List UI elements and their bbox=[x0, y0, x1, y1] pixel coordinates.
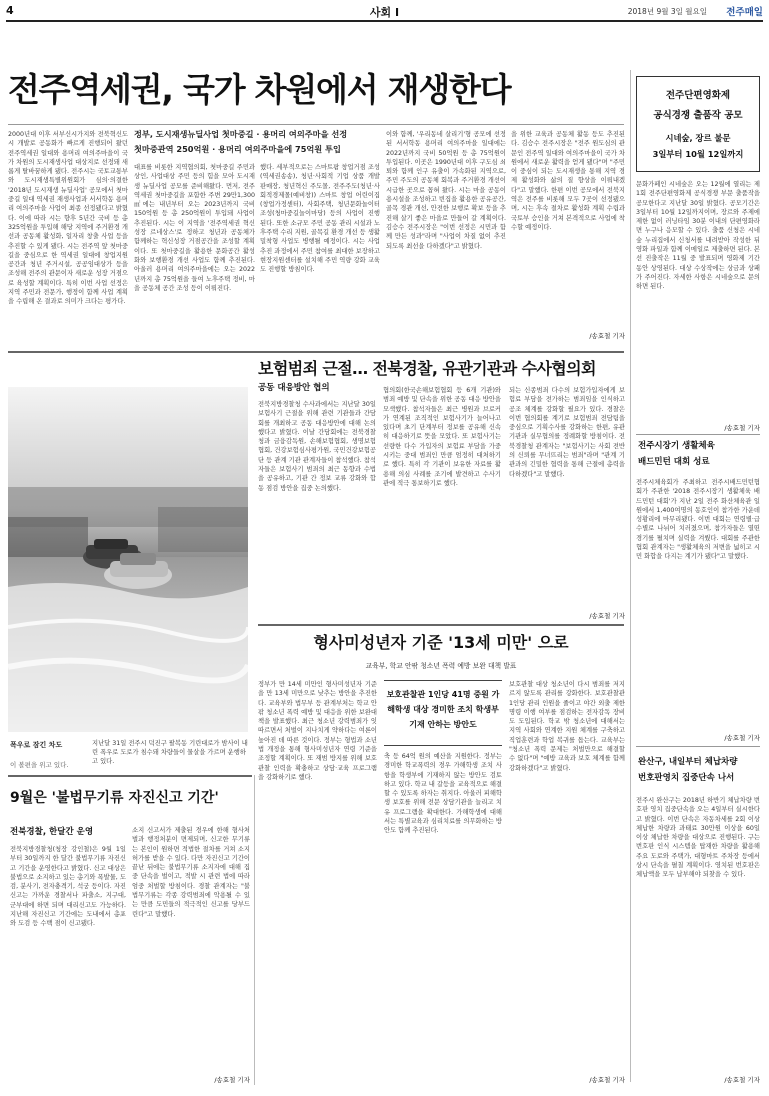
page-number: 4 bbox=[6, 4, 14, 17]
lead-col-4: 이와 함께, '우리동네 살리기'형 공모에 선정된 서서학동 용머리 여의주마을 일대에는 2022년까지 국비 50억원 등 총 75억원이 투입된다. 이곳은 1990년대 이후 구도심 쇠퇴와 함께 인구 유출이 가속화된 지역으로, 주민 주도의 공동체 회복과 주거환경 개선이 시급한 곳으로 꼽혀 왔다. 시는 마을 공동이용시설을 조성하고 빈집을 활용한 공유공간, 골목 경관 개선, 안전한 보행로 확보 등을 추진해 살기 좋은 마을로 만들어 갈 계획이다. 김승수 전주시장은 "이번 선정은 시민과 함께 만든 성과"라며 "사업이 차질 없이 추진되도록 최선을 다하겠다"고 밝혔다. bbox=[386, 131, 506, 250]
notice-period: 3일부터 10월 12일까지 bbox=[652, 149, 744, 159]
lead-headline: 전주역세권, 국가 차원에서 재생한다 bbox=[8, 70, 511, 109]
wansan-title-1: 완산구, 내일부터 체납차량 bbox=[638, 757, 738, 767]
notice-box bbox=[636, 76, 760, 172]
crime-subhead: 공동 대응방안 협의 bbox=[258, 383, 330, 393]
juvenile-pull-quote: 보호관찰관 1인당 41명 중원 가해학생 대상 경미한 조치 학생부 기재 안하는 방안도 bbox=[386, 690, 500, 729]
column-rule-right bbox=[630, 70, 631, 1082]
notice-host: 시네숲, 장르 불문 bbox=[665, 133, 731, 143]
juvenile-col-2: 축 등 64억 원의 예산을 지원한다. 정부는 경미한 학교폭력의 경우 가해학생 조치 사항을 학생부에 기재하지 않는 방안도 검토하고 있다. 학교 내 갈등을 교육적으로 해결할 수 있도록 하자는 취지다. 아울러 피해학생 보호를 위해 전문 상담기관을 늘리고 치유 프로그램을 확대한다. 가해학생에 대해서는 특별교육과 심리치료를 의무화하는 방안도 함께 추진된다. bbox=[384, 753, 502, 835]
badminton-title-2: 배드민턴 대회 성료 bbox=[638, 457, 710, 467]
badminton-credit: /송효철 기자 bbox=[724, 734, 760, 742]
crime-col-3: 되는 신종범죄 다수의 보험가입자에게 보험료 부담을 전가하는 범죄임을 인식하고 공조 체계를 강화할 필요가 있다. 경찰은 이번 협의회를 계기로 보험범죄 전담팀을 중심으로 기획수사를 강화하는 한편, 유관기관과 실무협의를 정례화할 방침이다. 전북경찰청 관계자는 "보험사기는 사회 전반의 신뢰를 무너뜨리는 범죄"라며 "관계 기관과의 긴밀한 협력을 통해 근절에 총력을 다하겠다"고 말했다. bbox=[509, 387, 625, 478]
juvenile-top-rule bbox=[258, 624, 624, 626]
lead-col-3: 했다. 세부적으로는 스마트팜 창업거점 조성(역세권송송), 청년·사회적 기업 상품 개발 판매장, 청년혁신 주도몰, 전주주도(청년·사회적경제몰(예비창)) 스마트 창업 어린이집(창업가정센터), 사회주택, 청년문화놀이터 조성(청마중길놀이마당) 등의 사업이 진행된다. 또한 소규모 주민 공동 관리 시설과 노후주택 수리 지원, 골목길 환경 개선 등 생활밀착형 사업도 병행될 예정이다. 시는 사업 추진 과정에서 주민 참여를 최대한 보장하고 현장지원센터를 설치해 주민 역량 강화 교육도 진행할 방침이다. bbox=[260, 164, 380, 274]
lead-divider bbox=[8, 124, 624, 125]
issue-date: 2018년 9월 3일 월요일 bbox=[627, 7, 707, 16]
photo-caption-note: 이 볼편을 위고 있다. bbox=[10, 761, 69, 769]
police-credit: /송효철 기자 bbox=[214, 1076, 250, 1084]
page-header bbox=[6, 4, 763, 20]
notice-credit: /송효철 기자 bbox=[724, 424, 760, 432]
police-subhead: 전북경찰, 한달간 운영 bbox=[10, 827, 94, 837]
crime-col-1: 전북지방경찰청 수사과에서는 지난달 30일 보험사기 근절을 위해 관련 기관들과 간담회를 개최하고 공동 대응방안에 대해 논의했다고 밝혔다. 이날 간담회에는 전북경찰청과 금융감독원, 손해보험협회, 생명보험협회, 건강보험심사평가원, 국민건강보험공단 등 관계 기관 관계자들이 참석했다. 참석자들은 보험사기 범죄의 최근 동향과 수법을 공유하고, 기관 간 정보 교류 강화와 합동 점검 방안을 집중 논의했다. bbox=[258, 401, 376, 492]
badminton-divider bbox=[636, 746, 760, 747]
badminton-title-1: 전주시장기 생활체육 bbox=[638, 441, 715, 451]
police-col-1: 전북지방경찰청(청장 강인철)은 9월 1일부터 30일까지 한 달간 불법무기류 자진신고 기간을 운영한다고 밝혔다. 신고 대상은 불법으로 소지하고 있는 총기와 폭발물, 도검, 분사기, 전자충격기, 석궁 등이다. 자진신고는 가까운 경찰서나 파출소, 지구대, 군부대에 하면 되며 대리신고도 가능하다. 지난해 자진신고 기간에는 도내에서 총포와 도검 등 수백 점이 신고됐다. bbox=[10, 846, 126, 928]
lead-col-5: 을 위한 교육과 공동체 활동 등도 추진된다. 김승수 전주시장은 "전주 원도심의 관문인 전주역 일대와 여의주마을이 국가 차원에서 새로운 활력을 얻게 됐다"며 "주민이 중심이 되는 도시재생을 통해 지역 경제 활성화와 삶의 질 향상을 이뤄내겠다"고 말했다. 한편 이번 공모에서 전북지역은 전주를 비롯해 모두 7곳이 선정됐으며, 시는 후속 절차로 활성화 계획 수립과 국토부 승인을 거쳐 본격적으로 사업에 착수할 예정이다. bbox=[511, 131, 625, 231]
flood-photo bbox=[8, 387, 248, 732]
lead-subhead-2: 첫마중관역 250억원 · 용머리 여의주마을에 75억원 투입 bbox=[134, 144, 341, 154]
badminton-body: 전주시체육회가 주최하고 전주시배드민턴협회가 주관한 '2018 전주시장기 생활체육 배드민턴 대회'가 지난 2일 전주 화산체육관 일원에서 1,400여명의 동호인이 참가한 가운데 성황리에 마무리됐다. 이번 대회는 연령별·급수별로 나뉘어 치러졌으며, 참가자들은 열띤 경기를 펼치며 실력을 겨뤘다. 대회를 주관한 협회 관계자는 "생활체육의 저변을 넓히고 시민 화합을 다지는 계기가 됐다"고 말했다. bbox=[636, 479, 760, 561]
lead-credit: /송효철 기자 bbox=[589, 332, 625, 340]
photo-caption-body: 지난달 31일 전주시 덕진구 팔복동 기린대로가 밤사이 내린 폭우로 도로가 침수돼 차량들이 물살을 가르며 운행하고 있다. bbox=[92, 740, 248, 765]
police-top-rule bbox=[8, 775, 252, 777]
flood-photo-image bbox=[8, 387, 248, 732]
notice-body: 문화가페인 시네숲은 오는 12월에 열리는 제1회 전주단편영화제 공식경쟁 부문 출품작을 공모한다고 지난달 30일 밝혔다. 공모기간은 3일부터 10월 12일까지이며, 장르와 주제에 제한 없이 러닝타임 30분 이내의 단편영화라면 누구나 응모할 수 있다. 출품 신청은 시네숲 누리집에서 신청서를 내려받아 작성한 뒤 영화 파일과 함께 이메일로 제출하면 된다. 본선 진출작은 11월 중 발표되며 영화제 기간 동안 상영된다. 대상 수상작에는 상금과 상패가 주어진다. 자세한 사항은 시네숲으로 문의하면 된다. bbox=[636, 181, 760, 291]
police-right-rule bbox=[254, 775, 255, 1085]
juvenile-headline: 형사미성년자 기준 '13세 미만' 으로 bbox=[313, 633, 569, 652]
wansan-title-2: 번호판영치 집중단속 나서 bbox=[638, 773, 735, 783]
wansan-body: 전주시 완산구는 2018년 하반기 체납차량 번호판 영치 집중단속을 오는 4일부터 실시한다고 밝혔다. 이번 단속은 자동차세를 2회 이상 체납한 차량과 과태료 30만원 이상을 60일 이상 체납한 차량을 대상으로 진행된다. 구는 번호판 인식 시스템을 탑재한 차량을 활용해 주요 도로와 주택가, 대형마트 주차장 등에서 상시 단속을 펼칠 계획이다. 영치된 번호판은 체납액을 모두 납부해야 되찾을 수 있다. bbox=[636, 797, 760, 879]
crime-col-2: 협의회(한국손해보험협회 등 6개 기관)와 범죄 예방 및 단속을 위한 공동 대응 방안을 모색했다. 참석자들은 최근 병원과 브로커가 연계된 조직적인 보험사기가 늘어나고 있다며 초기 단계부터 정보를 공유해 신속히 대응하기로 뜻을 모았다. 또 보험사기는 선량한 다수 가입자의 보험료 부담을 가중시키는 중대 범죄인 만큼 엄정히 대처하기로 했다. 특히 각 기관이 보유한 자료를 활용해 의심 사례를 조기에 발견하고 수사기관에 적극 통보하기로 했다. bbox=[383, 387, 501, 487]
police-col-2: 소지 신고서가 제출된 경우에 한해 형사처벌과 행정처분이 면제되며, 신고한 무기류는 본인이 원하면 적법한 절차를 거쳐 소지 허가를 받을 수 있다. 다만 자진신고 기간이 끝난 뒤에는 불법무기류 소지자에 대해 집중 단속을 벌이고, 적발 시 관련 법에 따라 엄중 처벌할 방침이다. 경찰 관계자는 "불법무기류는 각종 강력범죄에 악용될 수 있는 만큼 도민들의 적극적인 신고를 당부드린다"고 말했다. bbox=[132, 827, 250, 918]
photo-caption-title: 폭우로 잠긴 차도 bbox=[10, 741, 63, 749]
juvenile-col-3: 보호관찰 대상 청소년이 다시 범죄를 저지르지 않도록 관리를 강화한다. 보호관찰관 1인당 관리 인원을 줄이고 야간 외출 제한 명령 이행 여부를 점검하는 전자감독 장비도 도입된다. 학교 밖 청소년에 대해서는 지역 사회와 연계한 지원 체계를 구축하고 직업훈련과 학업 복귀를 돕는다. 교육부는 "청소년 폭력 문제는 처벌만으로 해결할 수 없다"며 "예방 교육과 보호 체계를 함께 강화하겠다"고 밝혔다. bbox=[509, 681, 625, 772]
juvenile-subhead: 교육부, 학교 안팎 청소년 폭력 예방 보완 대책 발표 bbox=[365, 662, 517, 670]
juvenile-col-1: 정부가 만 14세 미만인 형사미성년자 기준을 만 13세 미만으로 낮추는 방안을 추진한다. 교육부와 법무부 등 관계부처는 학교 안팎 청소년 폭력 예방 및 대응을 위한 보완대책을 발표했다. 최근 청소년 강력범죄가 잇따르면서 처벌이 지나치게 약하다는 여론이 높아진 데 따른 것이다. 정부는 형법과 소년법 개정을 통해 형사미성년자 연령 기준을 조정할 계획이다. 또 재범 방지를 위해 보호관찰 인력을 확충하고 상담·교육 프로그램을 강화하기로 했다. bbox=[258, 681, 377, 781]
newspaper-name: 전주매일 bbox=[726, 7, 763, 18]
juvenile-pull-quote-box bbox=[384, 680, 502, 746]
crime-credit: /송효철 기자 bbox=[589, 612, 625, 620]
crime-top-rule bbox=[8, 351, 624, 353]
wansan-credit: /송효철 기자 bbox=[724, 1076, 760, 1084]
lead-col-1: 2000년대 이후 서부신시가지와 전북혁신도시 개발로 공동화가 빠르게 진행되어 왔던 전주역세권 일대와 용머리 여의주마을이 국가 차원의 도시재생사업 대상지로 선정돼 새롭게 탈바꿈하게 됐다. 전주시는 국토교통부와 도시재생특별위원회가 심의·의결한 '2018년 도시재생 뉴딜사업' 공모에서 첫마중길 일대 역세권 재생사업과 서서학동 용머리 여의주마을 사업이 최종 선정됐다고 밝혔다. 이에 따라 시는 향후 5년간 국비 등 총 325억원을 투입해 해당 지역에 주거환경 개선과 공동체 활성화, 일자리 창출 사업 등을 추진할 수 있게 됐다. 시는 전주역 앞 첫마중길을 중심으로 한 역세권 일대에 창업지원 공간과 청년 주거시설, 공공임대상가 등을 조성해 전주의 관문이자 새로운 성장 거점으로 육성할 계획이다. 특히 이번 사업 선정은 지역 주민과 전문가, 행정이 함께 사업 계획을 수립해 온 결과로 의미가 크다는 평가다. bbox=[8, 131, 128, 306]
notice-subtitle: 공식경쟁 출품작 공모 bbox=[653, 110, 743, 121]
police-headline: 9월은 '불법무기류 자진신고 기간' bbox=[10, 790, 219, 806]
lead-subhead-1: 정부, 도시재생뉴딜사업 첫마중길 · 용머리 여의주마을 선정 bbox=[134, 129, 348, 139]
notice-title: 전주단편영화제 bbox=[665, 90, 731, 101]
section-name: 사회 I bbox=[369, 6, 400, 19]
lead-col-2: 대표를 비롯한 지역협의회, 첫마중길 주민과 상인, 사업대상 주민 등의 힘을 모아 도시재생 뉴딜사업 공모를 준비해왔다. 먼저, 전주역세권 첫마중길을 포함한 주변 29만1,300㎡에는 내년부터 오는 2023년까지 국비 150억원 등 총 250억원이 투입돼 사업이 추진된다. 시는 이 지역을 '전주역세권 혁신성장 르네상스'로 정하고 청년과 공동체가 함께하는 혁신성장 거점공간을 조성할 계획이다. 또 첫마중길을 활용한 문화공간 활성화와 보행환경 개선 사업도 함께 추진된다. 아울러 용머리 여의주마을에는 오는 2022년까지 총 75억원을 들여 노후주택 정비, 마을 공동체 공간 조성 등이 이뤄진다. bbox=[134, 164, 255, 292]
header-rule bbox=[6, 20, 763, 22]
crime-headline: 보험범죄 근절… 전북경찰, 유관기관과 수사협의회 bbox=[258, 359, 596, 378]
notice-divider bbox=[636, 434, 760, 435]
juvenile-credit: /송효철 기자 bbox=[589, 1076, 625, 1084]
